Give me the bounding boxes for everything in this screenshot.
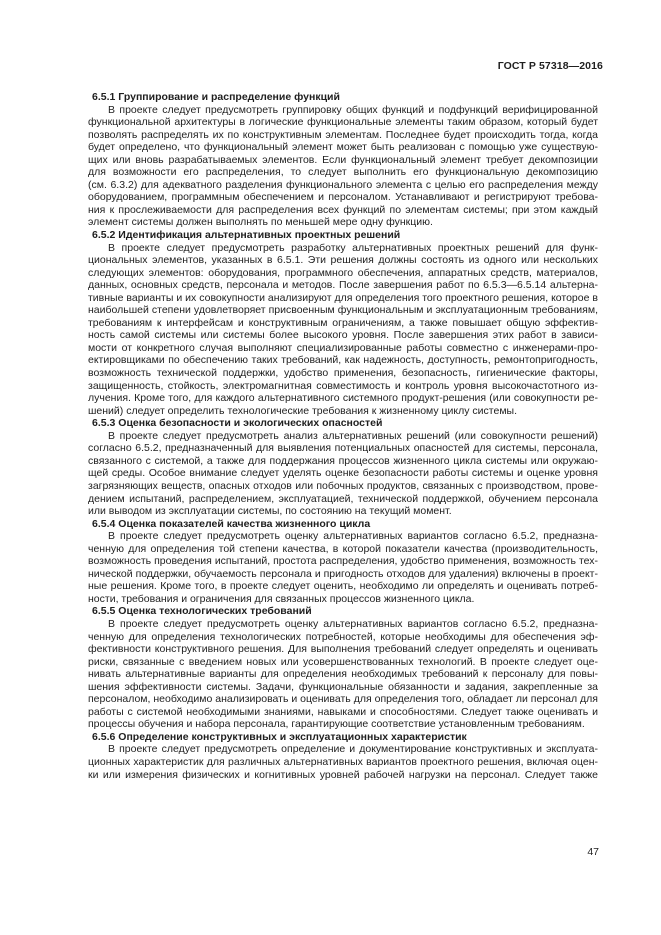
body-text-line: ционных характеристик для различных альтернативных вариантов проектного решения, включая оцен- <box>88 755 598 768</box>
body-text-line: ектировщиками по обеспечению таких требований, как надежность, доступность, ремонтопригодность, <box>88 354 598 367</box>
body-text-line: дением испытаний, распределением, эксплуатацией, технической поддержкой, обучением персонала <box>88 492 598 505</box>
body-text-line: защищенность, стойкость, электромагнитная совместимость и контроль уровня высокочастотного из- <box>88 379 598 392</box>
body-text-line: нической поддержки, обучаемость персонала и пригодность отходов для удаления) включены в проект- <box>88 567 598 580</box>
body-text-line: ченную для определения технологических потребностей, которые необходимы для обеспечения эф- <box>88 630 598 643</box>
body-text-line: В проекте следует предусмотреть группировку общих функций и подфункций верифицированной <box>108 103 598 116</box>
body-text-line: ности, требования и ограничения для связанных процессов жизненного цикла. <box>88 592 475 605</box>
body-text-line: работы с системой необходимыми знаниями, навыками и способностями. Следует также оценивать и <box>88 705 598 718</box>
body-text-line: ные решения. Кроме того, в проекте следует оценить, необходимо ли определять и оценивать потреб- <box>88 580 598 593</box>
body-text-line: оборудованием, программным обеспечением и персоналом. Устанавливают и регистрируют требова- <box>88 191 598 204</box>
body-text-line: загрязняющих веществ, опасных отходов или побочных продуктов, связанных с производством, прове- <box>88 479 598 492</box>
body-text-line: щих или вновь разрабатываемых элементов. Если функциональный элемент требует декомпозиции <box>88 153 598 166</box>
body-text-line: нивать альтернативные варианты для определения необходимых требований к персоналу для повы- <box>88 668 598 681</box>
body-text-line: циональных элементов, указанных в 6.5.1. Эти решения должны состоять из одного или нескольких <box>88 254 598 267</box>
body-text-line: В проекте следует предусмотреть оценку альтернативных вариантов согласно 6.5.2, предназна- <box>108 530 598 543</box>
body-text-line: В проекте следует предусмотреть разработку альтернативных проектных решений для функ- <box>108 241 598 254</box>
body-text-line: лучения. Кроме того, для каждого альтернативного системного продукт-решения (или совокупности ре- <box>88 392 598 405</box>
body-text-line: требованиям к интерфейсам и конструктивным ограничениям, а также повышает общую эффектив- <box>88 316 598 329</box>
section-heading: 6.5.4 Оценка показателей качества жизненного цикла <box>92 517 371 530</box>
body-text-line: щей среды. Особое внимание следует уделять оценке безопасности работы системы и оценке уровня <box>88 467 598 480</box>
body-text-line: или выводом из эксплуатации системы, по состоянию на текущий момент. <box>88 505 452 518</box>
body-text-line: элемент системы должен выполнять по меньшей мере одну функцию. <box>88 216 433 229</box>
body-text-line: шений) следует определить технологические требования к жизненному циклу системы. <box>88 404 518 417</box>
body-text-line: будет определено, что функциональный элемент может быть реализован с помощью уже существую- <box>88 141 598 154</box>
body-text-line: ность самой системы или системы более высокого уровня. После завершения этих работ в зависи- <box>88 329 598 342</box>
section-heading: 6.5.1 Группирование и распределение функций <box>92 91 340 103</box>
body-text-line: мости от конкретного случая выполняют специализированные работы совместно с инженерами-про- <box>88 341 598 354</box>
document-header-id: ГОСТ Р 57318—2016 <box>497 60 603 72</box>
body-text-line: риски, связанные с введением новых или усовершенствованных технологий. В проекте следует оце- <box>88 655 598 668</box>
section-heading: 6.5.3 Оценка безопасности и экологических опасностей <box>92 417 383 430</box>
body-text-line: функциональной архитектуры в логические функциональные элементы таким образом, который будет <box>88 116 598 129</box>
body-text-line: В проекте следует предусмотреть анализ альтернативных решений (или совокупности решений) <box>108 429 598 442</box>
body-text-line: ния к прослеживаемости для распределения всех функций по элементам системы; при этом каждый <box>88 203 598 216</box>
body-text-line: позволять распределять их по конструктивным элементам. Последнее будет происходить тогда, когда <box>88 128 598 141</box>
body-text-line: фективности конструктивного решения. Для выполнения требований следует определять и оценивать <box>88 643 598 656</box>
body-text-line: В проекте следует предусмотреть определение и документирование конструктивных и эксплуата- <box>108 743 598 756</box>
document-body <box>88 91 598 781</box>
body-text-line: ченную для определения той степени качества, в которой показатели качества (производительность, <box>88 542 598 555</box>
body-text-line: персоналом, необходимо анализировать и оценивать для определения того, обладает ли персонал для <box>88 693 598 706</box>
page-number: 47 <box>587 846 599 858</box>
body-text-line: следующих элементов: оборудования, программного обеспечения, аппаратных средств, материалов, <box>88 266 598 279</box>
body-text-line: для возможности его распределения, то следует выполнить его функциональную декомпозицию <box>88 166 598 179</box>
body-text-line: (см. 6.3.2) для адекватного разделения функционального элемента с целью его распределения между <box>88 178 598 191</box>
body-text-line: согласно 6.5.2, предназначенный для выявления потенциальных опасностей для системы, персонала, <box>88 442 598 455</box>
body-text-line: шения эффективности системы. Задачи, функциональные обязанности и задания, закрепленные за <box>88 680 598 693</box>
section-heading: 6.5.5 Оценка технологических требований <box>92 605 312 618</box>
section-heading: 6.5.6 Определение конструктивных и эксплуатационных характеристик <box>92 730 467 743</box>
section-heading: 6.5.2 Идентификация альтернативных проектных решений <box>92 229 401 242</box>
body-text-line: возможность проведения испытаний, простота распределения, удобство применения, возможность тех- <box>88 555 598 568</box>
body-text-line: процессы обучения и набора персонала, гарантирующие соответствие установленным требованиям. <box>88 718 585 731</box>
body-text-line: В проекте следует предусмотреть оценку альтернативных вариантов согласно 6.5.2, предназна- <box>108 617 598 630</box>
body-text-line: связанного с системой, а также для поддержания процессов жизненного цикла системы или окружаю- <box>88 454 598 467</box>
body-text-line: данных, основных средств, персонала и методов. После завершения работ по 6.5.3—6.5.14 альтерна- <box>88 279 598 292</box>
body-text-line: ки или измерения физических и когнитивных уровней рабочей нагрузки на персонал. Следует также <box>88 768 598 781</box>
body-text-line: возможность технической поддержки, удобство применения, безопасность, гигиенические факторы, <box>88 367 598 380</box>
body-text-line: тивные варианты и их совокупности анализируют для определения того проектного решения, которое в <box>88 291 598 304</box>
body-text-line: наибольшей степени удовлетворяет присвоенным функциональным и эксплуатационным требованиям, <box>88 304 598 317</box>
